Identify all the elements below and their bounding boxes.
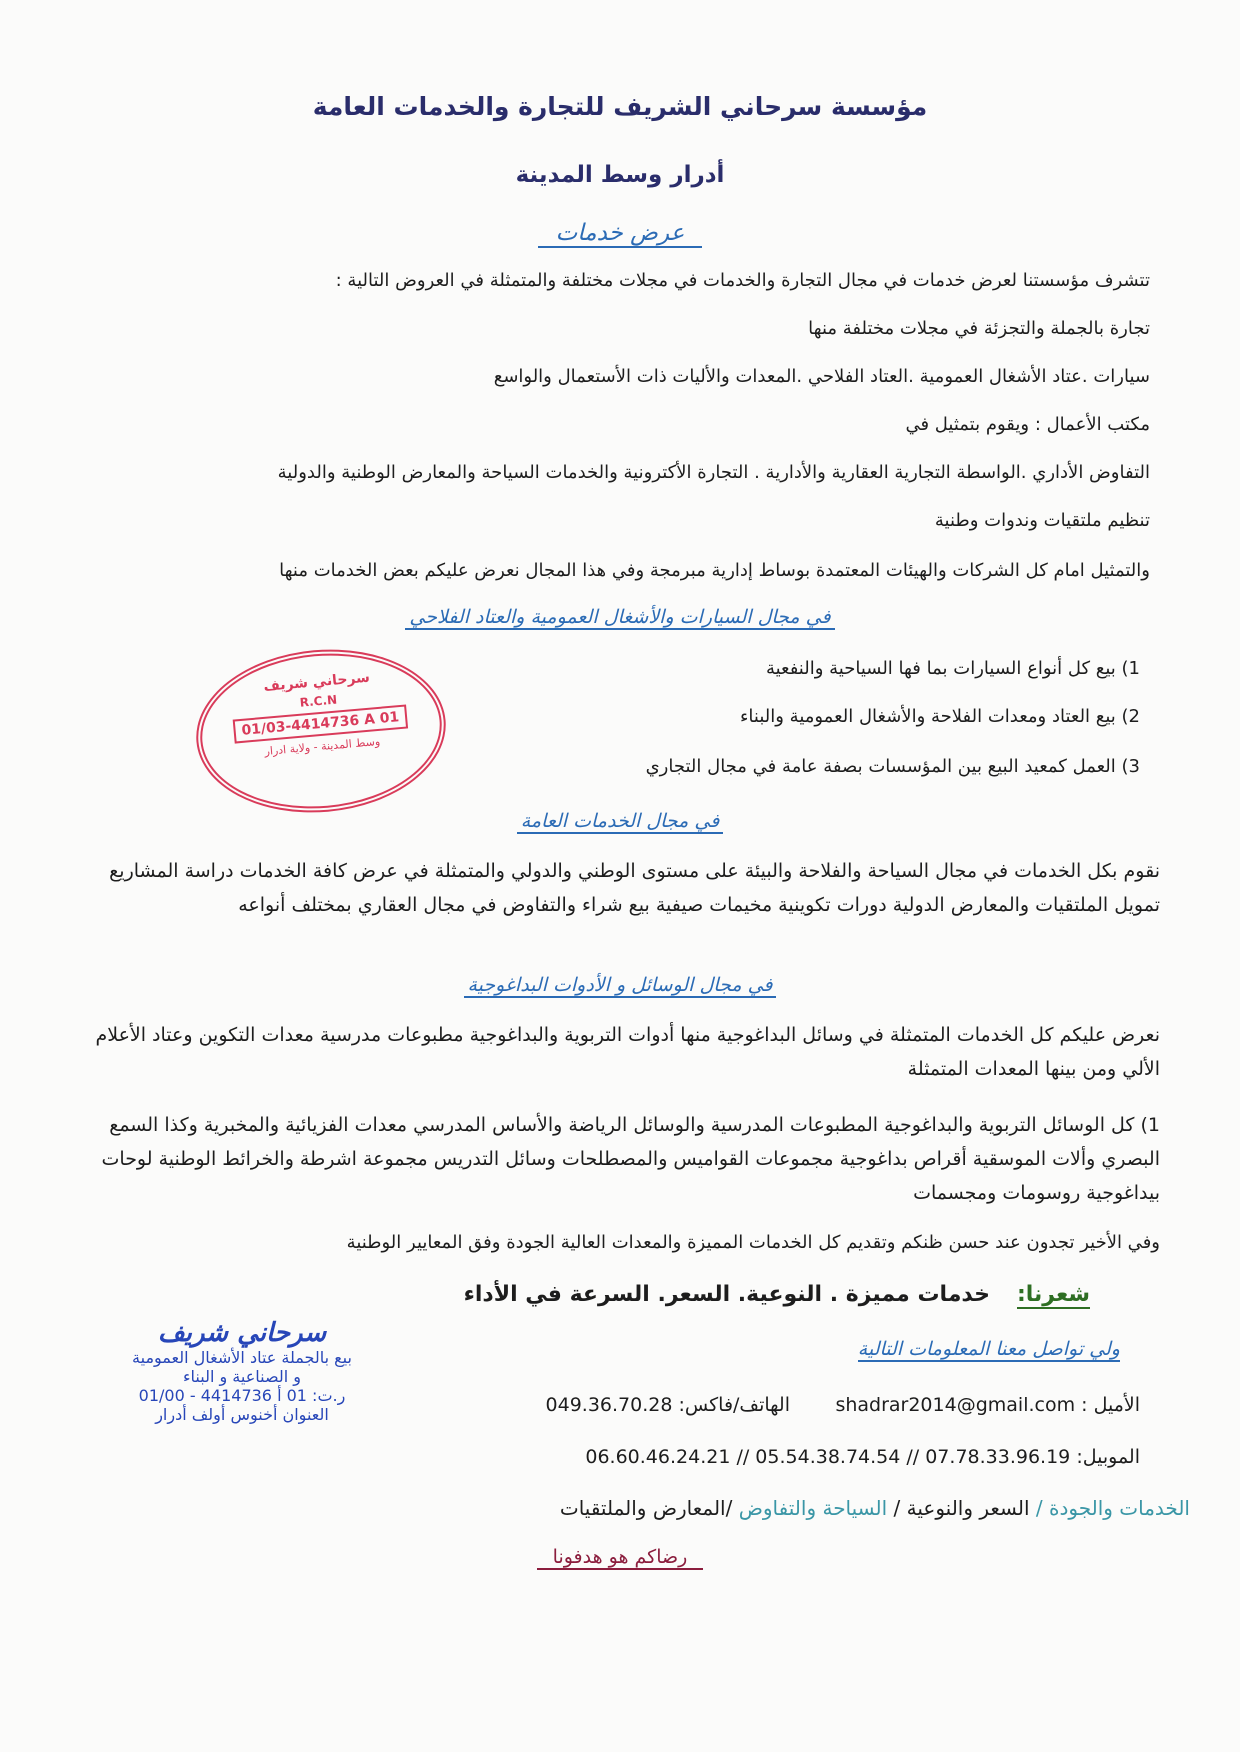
intro-line-1: تتشرف مؤسستنا لعرض خدمات في مجال التجارة والخدمات في مجلات مختلفة والمتمثلة في العروض التالية : [335, 270, 1150, 291]
intro-line-3: سيارات .عتاد الأشغال العمومية .العتاد الفلاحي .المعدات والأليات ذات الأستعمال والواسع [493, 366, 1150, 387]
stamp-blue-name: سرحاني شريف [157, 1318, 327, 1348]
pedagogy-heading [0, 974, 1240, 996]
blue-company-stamp [62, 1318, 422, 1424]
footer-tag-1: الخدمات والجودة / [1035, 1496, 1190, 1520]
footer-tags [560, 1496, 1190, 1520]
phone-label: الهاتف/فاكس: [678, 1394, 790, 1416]
footer-slogan [0, 1546, 1240, 1568]
mobile-label: الموبيل: [1076, 1446, 1140, 1468]
vehicles-heading-text: في مجال السيارات والأشغال العمومية والعتاد الفلاحي [405, 606, 834, 630]
offer-heading [0, 220, 1240, 246]
vehicles-item-3: 3) العمل كمعيد البيع بين المؤسسات بصفة عامة في مجال التجاري [645, 756, 1140, 777]
motto-label-text: شعرنا: [1016, 1282, 1090, 1307]
footer-tag-3: السياحة والتفاوض [738, 1496, 888, 1520]
mobile-values: 06.60.46.24.21 // 05.54.38.74.54 // 07.78.33.96.19 [585, 1446, 1071, 1468]
stamp-red-name: سرحاني شريف [262, 669, 371, 695]
email-label: الأميل : [1081, 1394, 1140, 1416]
footer-slogan-text: رضاكم هو هدفونا [537, 1546, 704, 1570]
pedagogy-heading-text: في مجال الوسائل و الأدوات البداغوجية [464, 974, 777, 998]
vehicles-item-1: 1) بيع كل أنواع السيارات بما فها السياحية والنفعية [765, 658, 1140, 679]
location-title: أدرار وسط المدينة [515, 162, 725, 188]
closing-line: وفي الأخير تجدون عند حسن ظنكم وتقديم كل الخدمات المميزة والمعدات العالية الجودة وفق المعايير الوطنية [346, 1232, 1160, 1253]
motto-label [1017, 1282, 1090, 1307]
intro-line-2: تجارة بالجملة والتجزئة في مجلات مختلفة منها [808, 318, 1150, 339]
intro-line-7: والتمثيل امام كل الشركات والهيئات المعتمدة بوساط إدارية مبرمجة وفي هذا المجال نعرض عليكم بعض الخدمات منها [279, 560, 1150, 581]
email-row [835, 1394, 1140, 1416]
intro-line-4: مكتب الأعمال : ويقوم بتمثيل في [905, 414, 1150, 435]
stamp-blue-line4: العنوان أخنوس أولف أدرار [155, 1405, 329, 1424]
stamp-red-rc-label: R.C.N [299, 692, 338, 710]
stamp-red-address: وسط المدينة - ولاية ادرار [264, 734, 381, 758]
intro-line-6: تنظيم ملتقيات وندوات وطنية [934, 510, 1150, 531]
offer-heading-text: عرض خدمات [538, 220, 703, 248]
footer-tag-2: السعر والنوعية / [887, 1496, 1030, 1520]
pedagogy-paragraph: نعرض عليكم كل الخدمات المتمثلة في وسائل البداغوجية منها أدوات التربوية والبداغوجية مطبوعات مدرسية معدات التكوين وعتاد الأعلام الألي ومن بينها المعدات المتمثلة [95, 1024, 1160, 1080]
stamp-blue-line1: بيع بالجملة عتاد الأشغال العمومية [132, 1348, 352, 1367]
pedagogy-item: 1) كل الوسائل التربوية والبداغوجية المطبوعات المدرسية والوسائل الرياضة والأساس المدرسي معدات الفزيائية والمخبرية وكذا السمع البصري وألات الموسقية أقراص بداغوجية مجموعات القواميس والمصطلحات وسائل التدريس مجموعة اشرطة والخرائط الوطنية لوحات بيداغوجية روسومات ومجسمات [101, 1114, 1160, 1204]
stamp-blue-line2: و الصناعية و البناء [183, 1367, 301, 1386]
general-paragraph: نقوم بكل الخدمات في مجال السياحة والفلاحة والبيئة على مستوى الوطني والدولي والمتمثلة في عرض كافة الخدمات دراسة المشاريع تمويل الملتقيات والمعارض الدولية دورات تكوينية مخيمات صيفية بيع شراء والتفاوض في مجال العقاري بمختلف أنواعه [109, 860, 1160, 916]
footer-tag-4: /المعارض والملتقيات [559, 1496, 733, 1520]
motto-text: خدمات مميزة . النوعية. السعر. السرعة في الأداء [463, 1282, 990, 1307]
phone-value: 049.36.70.28 [545, 1394, 673, 1416]
intro-line-5: التفاوض الأداري .الواسطة التجارية العقارية والأدارية . التجارة الأكترونية والخدمات السياحة والمعارض الوطنية والدولية [277, 462, 1150, 483]
red-company-stamp [189, 639, 452, 822]
general-heading-text: في مجال الخدمات العامة [517, 810, 724, 834]
vehicles-heading [0, 606, 1240, 628]
stamp-blue-line3: ر.ت: 01 أ 4414736 - 01/00 [138, 1386, 346, 1405]
company-title: مؤسسة سرحاني الشريف للتجارة والخدمات العامة [312, 92, 928, 121]
contact-heading [858, 1338, 1120, 1360]
contact-heading-text: ولي تواصل معنا المعلومات التالية [857, 1338, 1120, 1360]
email-value[interactable]: shadrar2014@gmail.com [835, 1394, 1076, 1416]
phone-row [546, 1394, 790, 1416]
mobile-row [585, 1446, 1140, 1468]
general-heading [0, 810, 1240, 832]
vehicles-item-2: 2) بيع العتاد ومعدات الفلاحة والأشغال العمومية والبناء [739, 706, 1140, 727]
stamp-red-rc-number: 01/03-4414736 A 01 [233, 704, 409, 743]
